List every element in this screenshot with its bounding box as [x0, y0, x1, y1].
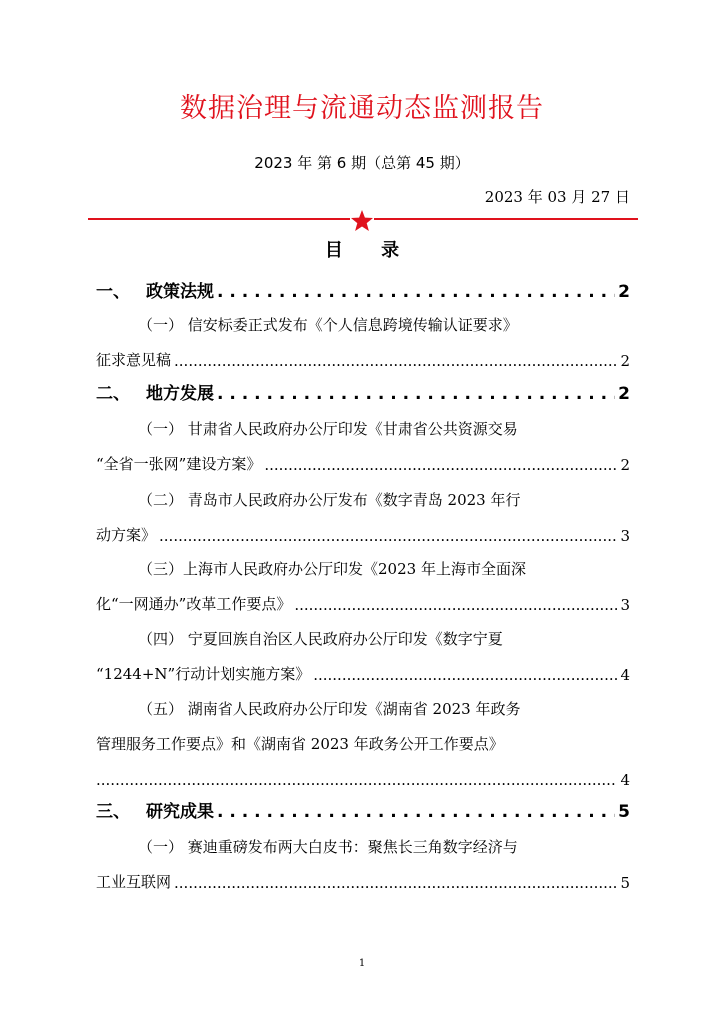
section-number: 二、 [96, 384, 130, 404]
entry-page: 4 [620, 771, 630, 789]
dot-leader [159, 525, 617, 545]
section-title: 政策法规 [146, 282, 214, 302]
dot-leader [217, 282, 615, 302]
dot-leader [313, 664, 617, 684]
section-number: 三、 [96, 802, 130, 822]
toc-entry-line[interactable] [96, 442, 630, 474]
entry-text: 管理服务工作要点》和《湖南省 2023 年政务公开工作要点》 [96, 735, 504, 753]
entry-text: （五） 湖南省人民政府办公厅印发《湖南省 2023 年政务 [138, 700, 521, 718]
entry-text: 征求意见稿 [96, 351, 172, 369]
entry-text: “全省一张网”建设方案》 [96, 455, 262, 473]
dot-leader [264, 454, 617, 474]
toc-section-policy[interactable] [96, 270, 630, 302]
issue-number: 2023 年 第 6 期（总第 45 期） [254, 154, 470, 172]
toc-entry-line[interactable] [96, 652, 630, 684]
toc-title: 目 录 [324, 240, 416, 261]
dot-leader [174, 872, 617, 892]
toc-entry-line[interactable] [96, 757, 630, 789]
toc-entry-line[interactable] [96, 825, 672, 857]
entry-text: （三）上海市人民政府办公厅印发《2023 年上海市全面深 [138, 560, 526, 578]
dot-leader [217, 384, 615, 404]
dot-leader [96, 769, 617, 789]
entry-text: “1244+N”行动计划实施方案》 [96, 665, 311, 683]
entry-text: 工业互联网 [96, 873, 172, 891]
entry-page: 5 [620, 874, 630, 892]
entry-text: （二） 青岛市人民政府办公厅发布《数字青岛 2023 年行 [138, 491, 521, 509]
section-page: 2 [618, 384, 630, 404]
dot-leader [174, 350, 617, 370]
report-title: 数据治理与流通动态监测报告 [180, 93, 544, 124]
toc-entry-line[interactable] [96, 478, 672, 510]
section-page: 5 [618, 802, 630, 822]
entry-page: 3 [620, 527, 630, 545]
entry-page: 4 [620, 666, 630, 684]
entry-text: （一） 甘肃省人民政府办公厅印发《甘肃省公共资源交易 [138, 420, 518, 438]
dot-leader [217, 802, 615, 822]
toc-entry-line[interactable] [96, 303, 672, 335]
toc-entry-line[interactable] [96, 338, 630, 370]
page-number: 1 [358, 958, 366, 969]
toc-entry-line[interactable] [96, 582, 630, 614]
section-title: 地方发展 [146, 384, 214, 404]
entry-text: （一） 信安标委正式发布《个人信息跨境传输认证要求》 [138, 316, 518, 334]
entry-page: 2 [620, 352, 630, 370]
toc-section-research[interactable] [96, 790, 630, 822]
entry-page: 3 [620, 596, 630, 614]
entry-text: （一） 赛迪重磅发布两大白皮书：聚焦长三角数字经济与 [138, 838, 518, 856]
toc-entry-line[interactable] [96, 617, 672, 649]
toc-section-local[interactable] [96, 372, 630, 404]
entry-text: （四） 宁夏回族自治区人民政府办公厅印发《数字宁夏 [138, 630, 503, 648]
toc-entry-line[interactable] [96, 547, 672, 579]
section-number: 一、 [96, 282, 130, 302]
entry-text: 化“一网通办”改革工作要点》 [96, 595, 292, 613]
section-page: 2 [618, 282, 630, 302]
entry-text: 动方案》 [96, 526, 157, 544]
star-icon [350, 209, 374, 233]
toc-entry-line[interactable] [96, 513, 630, 545]
report-date: 2023 年 03 月 27 日 [484, 188, 630, 206]
entry-page: 2 [620, 456, 630, 474]
dot-leader [294, 594, 617, 614]
toc-entry-line[interactable] [96, 687, 672, 719]
toc-entry-line[interactable] [96, 407, 672, 439]
section-title: 研究成果 [146, 802, 214, 822]
toc-entry-line[interactable] [96, 860, 630, 892]
toc-entry-line[interactable] [96, 722, 630, 754]
